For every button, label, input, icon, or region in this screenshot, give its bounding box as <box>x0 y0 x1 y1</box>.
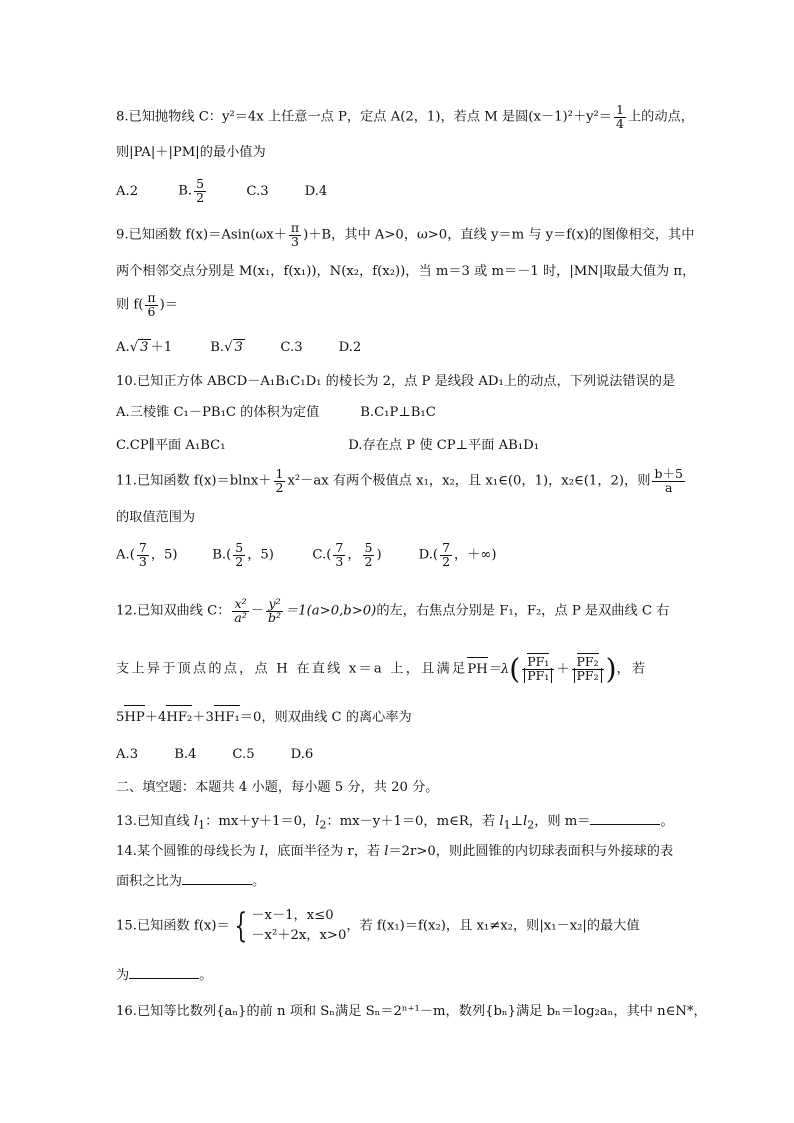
fraction-pi-over-3: $\frac{\pi}{3}$ <box>290 220 300 249</box>
question-10-options-row-2 <box>116 436 690 456</box>
question-9-line-3: 则 f( $\frac{\pi}{6}$ )＝ <box>116 290 178 319</box>
option-a: A.2 <box>116 183 139 199</box>
option-c: C.3 <box>280 340 303 355</box>
answer-blank[interactable] <box>182 872 252 885</box>
question-10-options-row-1 <box>116 403 690 423</box>
option-a: A.√ 3 ＋1 <box>116 340 173 355</box>
question-9-options <box>116 338 690 358</box>
option-d: D.2 <box>338 340 362 355</box>
fraction-x2-over-a2: $\frac{\text{x²}}{\text{a²}}$ <box>234 596 247 625</box>
option-b: B.C₁P⊥B₁C <box>360 405 436 420</box>
question-15-line-1: 15.已知函数 f(x)＝ { －x－1，x≤0 －x²＋2x，x>0 ，若 f(x₁)＝f(x₂)，且 x₁≠x₂，则|x₁－x₂|的最大值 <box>116 906 640 946</box>
question-13: 13.已知直线 $l_1$：mx＋y＋1＝0，$l_2$：mx－y＋1＝0，m∈R，若 $l_1\perp l_2$，则 m＝ 。 <box>116 814 674 832</box>
question-14-line-2: 面积之比为 。 <box>116 874 266 889</box>
option-a: A.( $\frac{7}{3}$ ，5) <box>116 540 178 569</box>
question-10-line-1: 10.已知正方体 ABCD－A₁B₁C₁D₁ 的棱长为 2，点 P 是线段 AD₁上的动点，下列说法错误的是 <box>116 374 676 389</box>
question-12-line-3: 5HP＋4HF₂＋3HF₁＝0，则双曲线 C 的离心率为 <box>116 708 690 728</box>
option-a: A.三棱锥 C₁－PB₁C 的体积为定值 <box>116 405 320 420</box>
question-9-line-1: 9.已知函数 f(x)＝Asin(ωx＋ $\frac{\pi}{3}$ )＋B，其中 A>0，ω>0，直线 y＝m 与 y＝f(x)的图像相交，其中 <box>116 220 695 249</box>
option-b: B.4 <box>174 747 197 762</box>
answer-blank[interactable] <box>590 812 660 825</box>
option-c: C.3 <box>246 183 269 199</box>
option-c: C.CP∥平面 A₁BC₁ <box>116 438 226 453</box>
option-c: C.5 <box>232 747 255 762</box>
question-8-line-1: 8.已知抛物线 C：y²＝4x 上任意一点 P，定点 A(2，1)，若点 M 是圆(x－1)²＋y²＝ $\frac{1}{4}$ 上的动点， <box>116 102 694 131</box>
question-8-line-2: 则|PA|＋|PM|的最小值为 <box>116 145 266 160</box>
option-d: D.4 <box>304 183 328 199</box>
fraction-one-quarter: $\frac{1}{4}$ <box>616 102 624 131</box>
question-15-line-2: 为 。 <box>116 968 213 983</box>
question-9-line-2: 两个相邻交点分别是 M(x₁，f(x₁))，N(x₂，f(x₂))，当 m＝3 或 m＝－1 时，|MN|取最大值为 π， <box>116 264 696 279</box>
question-12-line-2: 支上异于顶点的点，点 H 在直线 x＝a 上，且满足PH＝λ( $\frac{\text{PF₁}}{\text{PF₁}}$ ＋ $\frac{\text{PF₂}}{\text{PF₂}}$ )，若 <box>116 652 648 685</box>
question-14-line-1: 14.某个圆锥的母线长为 l，底面半径为 r，若 l＝2r>0，则此圆锥的内切球表面积与外接球的表 <box>116 844 674 859</box>
question-11-options <box>116 542 690 568</box>
fraction-b-plus-5-over-a: $\frac{b+5}{a}$ <box>654 466 683 495</box>
option-b: B.√ 3 <box>210 340 243 355</box>
option-b: B.( $\frac{5}{2}$ ，5) <box>212 540 274 569</box>
option-d: D.存在点 P 使 CP⊥平面 AB₁D₁ <box>348 438 539 453</box>
option-b: B. $\frac{5}{2}$ <box>178 176 205 205</box>
option-a: A.3 <box>116 747 139 762</box>
answer-blank[interactable] <box>129 966 199 979</box>
fraction-y2-over-b2: $\frac{\text{y²}}{\text{b²}}$ <box>268 596 282 625</box>
option-c: C.( $\frac{7}{3}$ ， $\frac{5}{2}$ ) <box>312 540 382 569</box>
question-8-options <box>116 178 690 204</box>
fraction-pi-over-6: $\frac{\pi}{6}$ <box>147 290 156 319</box>
piecewise-cases: －x－1，x≤0 －x²＋2x，x>0 <box>251 908 347 943</box>
question-11-line-1: 11.已知函数 f(x)＝blnx＋ $\frac{1}{2}$ x²－ax 有两个极值点 x₁，x₂，且 x₁∈(0，1)，x₂∈(1，2)，则 $\frac{b+5}{a}$ <box>116 466 683 495</box>
question-12-line-1: 12.已知双曲线 C： $\frac{\text{x²}}{\text{a²}}$ － $\frac{\text{y²}}{\text{b²}}$ ＝1(a>0,b>0)的左，右焦点分别是 F₁，F₂，点 P 是双曲线 C 右 <box>116 596 670 625</box>
question-11-line-2: 的取值范围为 <box>116 510 196 525</box>
option-d: D.6 <box>290 747 314 762</box>
option-d: D.( $\frac{7}{2}$ ，＋∞) <box>418 540 497 569</box>
question-16-line-1: 16.已知等比数列{aₙ}的前 n 项和 Sₙ满足 Sₙ＝2ⁿ⁺¹－m，数列{bₙ}满足 bₙ＝log₂aₙ，其中 n∈N*， <box>116 1004 707 1019</box>
section-2-heading: 二、填空题：本题共 4 小题，每小题 5 分，共 20 分。 <box>116 780 439 795</box>
question-12-options <box>116 745 690 765</box>
fraction-one-half: $\frac{1}{2}$ <box>275 466 284 495</box>
